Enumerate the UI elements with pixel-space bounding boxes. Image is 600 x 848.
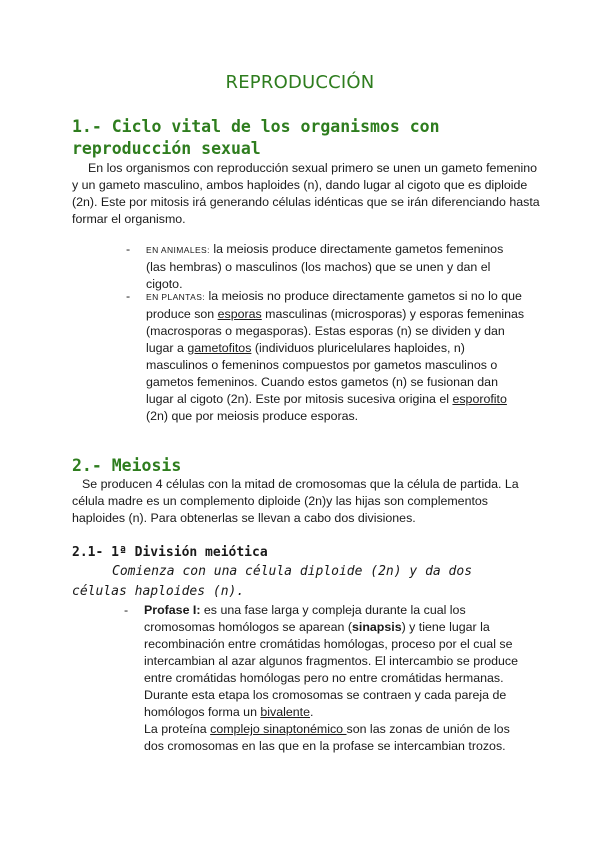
animales-body: la meiosis produce directamente gametos femeninos (las hembras) o masculinos (los machos) que se unen y dan el cigoto.	[146, 242, 504, 291]
section-2-intro: Se producen 4 células con la mitad de cromosomas que la célula de partida. La célula madre es un complemento diploide (2n)y las hijas son complementos haploides (n). Para obtenerlas se llevan a cabo dos divisiones.	[72, 477, 519, 525]
bullet-dash: -	[126, 289, 131, 303]
profase-label: Profase I:	[144, 603, 201, 617]
plantas-text-1: la meiosis no produce directamente gametos si no lo que produce son	[146, 289, 522, 321]
bullet-animales-text	[146, 241, 526, 293]
section-1-intro: En los organismos con reproducción sexual primero se unen un gameto femenino y un gameto masculino, ambos haploides (n), dando lugar al cigoto que es diploide (2n). Este por mitosis irá generando células idénticas que se irán diferenciando hasta formar el organismo.	[72, 161, 540, 226]
plantas-label: EN PLANTAS:	[146, 292, 206, 302]
bullet-plantas-text	[146, 288, 526, 425]
term-gametofitos: gametofitos	[187, 341, 252, 355]
document-title: REPRODUCCIÓN	[225, 72, 375, 93]
section-1-heading: 1.- Ciclo vital de los organismos con reproducción sexual	[72, 117, 440, 158]
term-sinapsis: sinapsis	[352, 620, 402, 634]
plantas-text-4: (2n) que por meiosis produce esporas.	[146, 409, 359, 423]
profase-text-1: es una fase larga y compleja durante la cual los cromosomas homólogos se aparean (	[144, 603, 466, 634]
term-esporas: esporas	[217, 307, 262, 321]
profase-text-3: .	[310, 705, 314, 719]
profase-text-4: La proteína	[144, 722, 211, 736]
subsection-2-1-heading: 2.1- 1ª División meiótica	[72, 545, 268, 560]
section-2-heading: 2.- Meiosis	[72, 456, 182, 475]
profase-text-2: ) y tiene lugar la recombinación entre cromátidas homólogas, proceso por el cual se intercambian al azar algunos fragmentos. El intercambio se produce entre cromátidas homólogas pero no entre cromátidas hermanas. Durante esta etapa los cromosomas se contraen y cada pareja de homólogos forma un	[144, 620, 518, 719]
term-complejo-sinaptonemico: complejo sinaptonémico	[210, 722, 347, 736]
profase-text-5: son las zonas de unión de los dos cromosomas en las que en la profase se intercambian trozos.	[144, 722, 510, 753]
subsection-lead-line-2: células haploides (n).	[72, 584, 245, 599]
subsection-lead-line-1: Comienza con una célula diploide (2n) y da dos	[112, 564, 473, 579]
bullet-dash: -	[126, 242, 131, 256]
plantas-text-3: (individuos pluricelulares haploides, n) masculinos o femeninos compuestos por gametos masculinos o gametos femeninos. Cuando estos gametos (n) se fusionan dan lugar al cigoto (2n). Este por mitosis sucesiva origina el	[146, 341, 498, 406]
bullet-dash: -	[124, 603, 129, 617]
animales-label: EN ANIMALES:	[146, 245, 210, 255]
term-esporofito: esporofito	[452, 392, 507, 406]
plantas-text-2: masculinas (microsporas) y esporas femeninas (macrosporas o megasporas). Estas esporas (n) se dividen y dan lugar a	[146, 307, 525, 355]
term-bivalente: bivalente	[260, 705, 311, 719]
bullet-profase-text	[144, 602, 529, 755]
